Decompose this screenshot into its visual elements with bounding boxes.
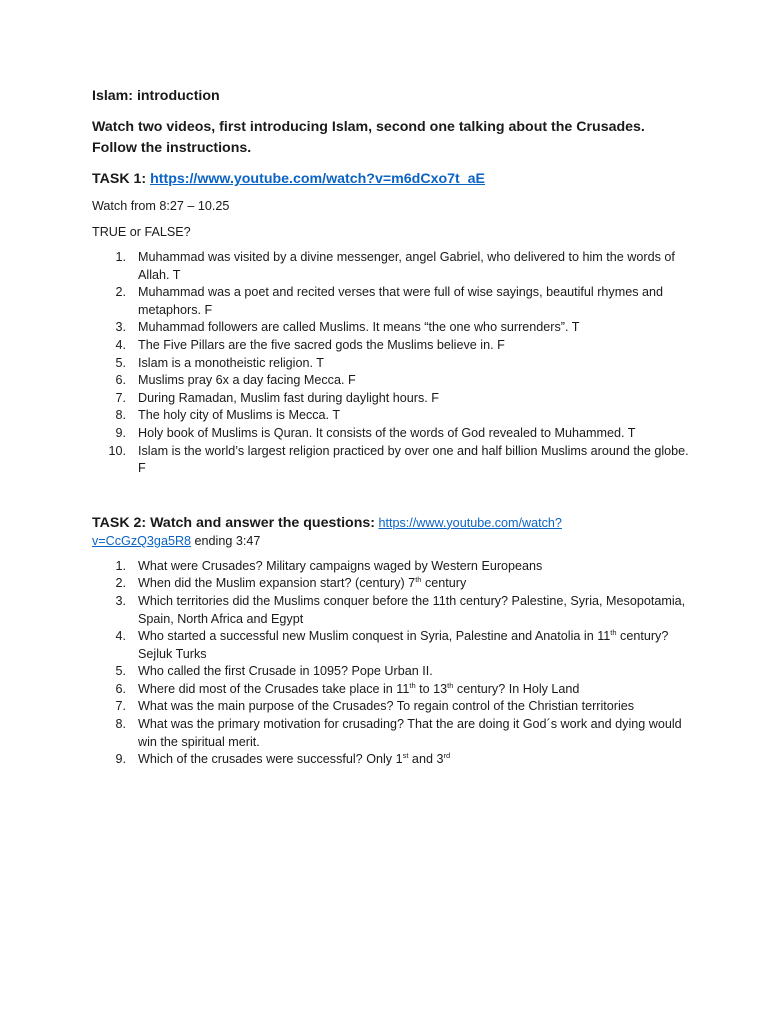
- statement-text: During Ramadan, Muslim fast during daylight hours. F: [138, 390, 439, 405]
- task2-heading: [92, 514, 692, 550]
- statement-text: Muhammad was visited by a divine messenger, angel Gabriel, who delivered to him the words of Allah. T: [138, 250, 675, 282]
- list-item: 4. The Five Pillars are the five sacred gods the Muslims believe in. F: [92, 337, 692, 355]
- list-item: 7. During Ramadan, Muslim fast during daylight hours. F: [92, 390, 692, 408]
- list-item: 9. Holy book of Muslims is Quran. It consists of the words of God revealed to Muhammed. T: [92, 425, 692, 443]
- task1-heading: [92, 169, 692, 189]
- task2-ending: ending 3:47: [194, 533, 261, 548]
- statement-text: Holy book of Muslims is Quran. It consists of the words of God revealed to Muhammed. T: [138, 425, 636, 440]
- question-text: What was the primary motivation for crusading? That the are doing it God´s work and dying would win the spiritual merit.: [138, 717, 682, 749]
- question-text: What were Crusades? Military campaigns waged by Western Europeans: [138, 558, 543, 573]
- document-page: [92, 87, 692, 769]
- list-item: 8. What was the primary motivation for crusading? That the are doing it God´s work and dying would win the spiritual merit.: [92, 716, 692, 751]
- question-text: Which territories did the Muslims conquer before the 11th century? Palestine, Syria, Mesopotamia, Spain, North Africa and Egypt: [138, 593, 686, 626]
- question-text: Who called the first Crusade in 1095? Pope Urban II.: [138, 664, 433, 679]
- list-item: 1. Muhammad was visited by a divine messenger, angel Gabriel, who delivered to him the words of Allah. T: [92, 249, 692, 284]
- list-item: 5. Who called the first Crusade in 1095? Pope Urban II.: [92, 663, 692, 681]
- statement-text: Islam is a monotheistic religion. T: [138, 355, 324, 370]
- intro-text: Watch two videos, first introducing Islam, second one talking about the Crusades. Follow the instructions.: [92, 119, 645, 156]
- question-text: Who started a successful new Muslim conquest in Syria, Palestine and Anatolia in 11th century? Sejluk Turks: [138, 628, 669, 661]
- list-item: 5. Islam is a monotheistic religion. T: [92, 355, 692, 373]
- true-false-list: [92, 249, 692, 478]
- task1-video-link[interactable]: https://www.youtube.com/watch?v=m6dCxo7t_aE: [150, 171, 485, 187]
- list-item: 6. Where did most of the Crusades take place in 11th to 13th century? In Holy Land: [92, 681, 692, 699]
- list-item: 1. What were Crusades? Military campaigns waged by Western Europeans: [92, 558, 692, 576]
- list-item: 8. The holy city of Muslims is Mecca. T: [92, 407, 692, 425]
- list-item: 6. Muslims pray 6x a day facing Mecca. F: [92, 372, 692, 390]
- statement-text: Muhammad was a poet and recited verses that were full of wise sayings, beautiful rhymes and metaphors. F: [138, 285, 664, 317]
- task1-watch-range: Watch from 8:27 – 10.25: [92, 199, 230, 213]
- task2-video-link[interactable]: https://www.youtube.com/watch? v=CcGzQ3ga5R8: [92, 515, 562, 548]
- list-item: 3. Which territories did the Muslims conquer before the 11th century? Palestine, Syria, Mesopotamia, Spain, North Africa and Egypt: [92, 593, 692, 628]
- question-list: [92, 558, 692, 769]
- list-item: 7. What was the main purpose of the Crusades? To regain control of the Christian territories: [92, 698, 692, 716]
- question-text: Which of the crusades were successful? Only 1st and 3rd: [138, 751, 451, 767]
- task1-instruction: TRUE or FALSE?: [92, 225, 191, 239]
- task2-label: TASK 2: Watch and answer the questions:: [92, 514, 375, 531]
- list-item: 4. Who started a successful new Muslim conquest in Syria, Palestine and Anatolia in 11th century? Sejluk Turks: [92, 628, 692, 663]
- list-item: 3. Muhammad followers are called Muslims. It means “the one who surrenders”. T: [92, 319, 692, 337]
- list-item: 2. When did the Muslim expansion start? (century) 7th century: [92, 575, 692, 593]
- list-item: 9. Which of the crusades were successful? Only 1st and 3rd: [92, 751, 692, 769]
- statement-text: Islam is the world’s largest religion practiced by over one and half billion Muslims around the globe. F: [138, 443, 689, 476]
- question-text: Where did most of the Crusades take place in 11th to 13th century? In Holy Land: [138, 680, 580, 696]
- statement-text: Muslims pray 6x a day facing Mecca. F: [138, 373, 356, 388]
- statement-text: The holy city of Muslims is Mecca. T: [138, 408, 341, 423]
- document-title: Islam: introduction: [92, 88, 220, 104]
- question-text: What was the main purpose of the Crusades? To regain control of the Christian territories: [138, 699, 635, 714]
- list-item: 2. Muhammad was a poet and recited verses that were full of wise sayings, beautiful rhymes and metaphors. F: [92, 284, 692, 319]
- question-text: When did the Muslim expansion start? (century) 7th century: [138, 575, 467, 591]
- task1-label: TASK 1:: [92, 171, 147, 187]
- statement-text: The Five Pillars are the five sacred gods the Muslims believe in. F: [138, 337, 505, 352]
- statement-text: Muhammad followers are called Muslims. It means “the one who surrenders”. T: [138, 320, 580, 335]
- list-item: 10. Islam is the world’s largest religion practiced by over one and half billion Muslims around the globe. F: [92, 443, 692, 478]
